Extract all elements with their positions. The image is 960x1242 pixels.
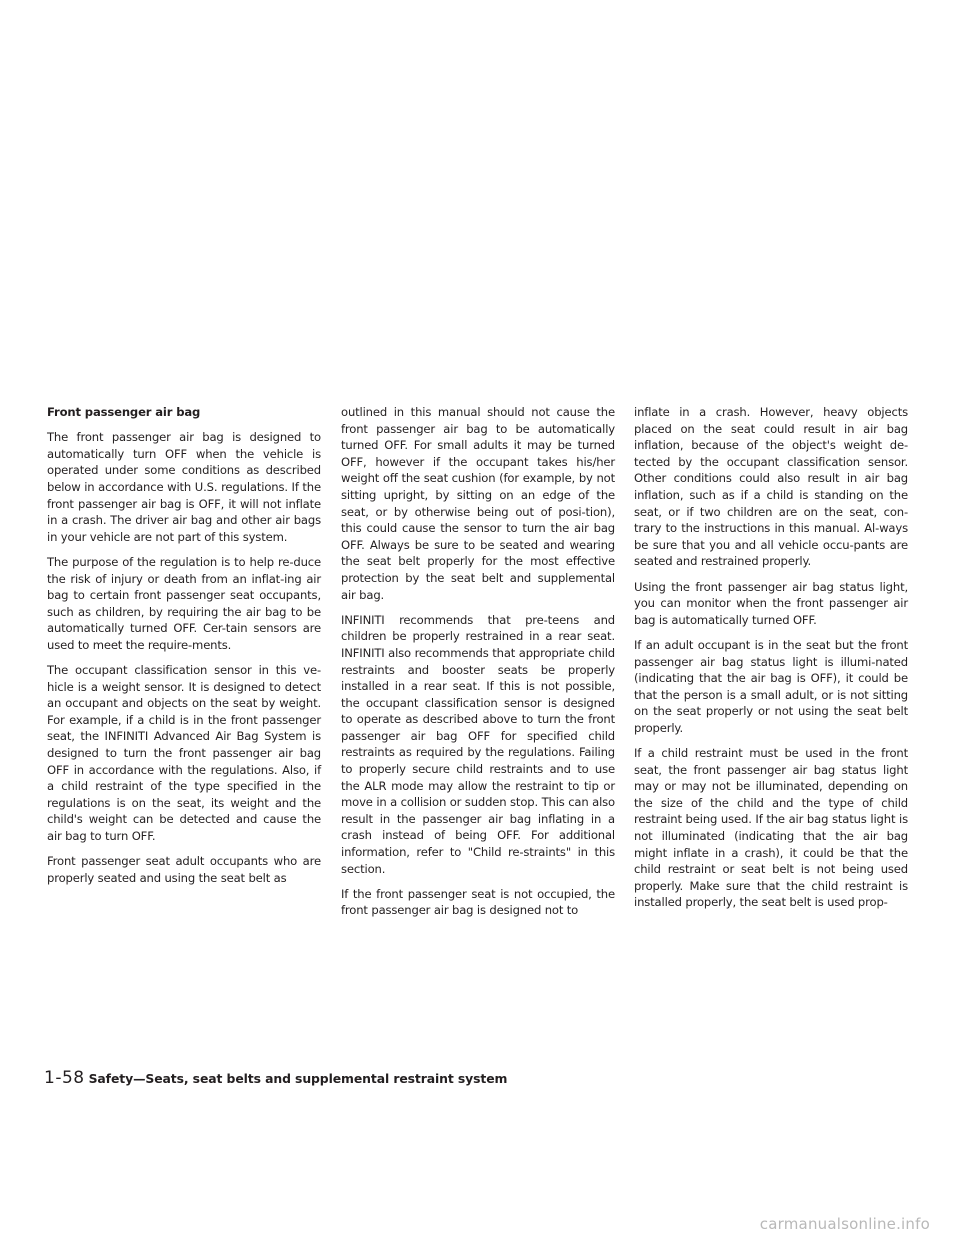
text-column-2 <box>341 404 615 928</box>
paragraph: outlined in this manual should not cause the front passenger air bag to be automatically turned OFF. For small adults it may be turned OFF, however if the occupant takes his/her weight off the seat cushion (for example, by not sitting upright, by sitting on an edge of the seat, or by otherwise being out of posi-tion), this could cause the sensor to turn the air bag OFF. Always be sure to be seated and wearing the seat belt properly for the most effective protection by the seat belt and supplemental air bag. <box>341 405 615 602</box>
paragraph: The occupant classification sensor in this ve-hicle is a weight sensor. It is designed to detect an occupant and objects on the seat by weight. For example, if a child is in the front passenger seat, the INFINITI Advanced Air Bag System is designed to turn the front passenger air bag OFF in accordance with the regulations. Also, if a child restraint of the type specified in the regulations is on the seat, its weight and the child's weight can be detected and cause the air bag to turn OFF. <box>47 663 321 844</box>
paragraph: If the front passenger seat is not occupied, the front passenger air bag is designed not to <box>341 886 615 918</box>
text-column-3 <box>634 404 908 920</box>
watermark: carmanualsonline.info <box>759 1215 930 1233</box>
section-heading: Front passenger air bag <box>47 405 201 419</box>
paragraph: inflate in a crash. However, heavy objects placed on the seat could result in air bag inflation, because of the object's weight de-tected by the occupant classification sensor. Other conditions could also result in air bag inflation, such as if a child is standing on the seat, or if two children are on the seat, con-trary to the instructions in this manual. Al-ways be sure that you and all vehicle occu-pants are seated and restrained properly. <box>634 405 908 569</box>
paragraph: Using the front passenger air bag status light, you can monitor when the front passenger air bag is automatically turned OFF. <box>634 579 908 627</box>
page-footer <box>44 1068 507 1092</box>
text-column-1 <box>47 404 321 895</box>
paragraph: If an adult occupant is in the seat but the front passenger air bag status light is illumi-nated (indicating that the air bag is OFF), it could be that the person is a small adult, or is not sitting on the seat properly or not using the seat belt properly. <box>634 637 908 735</box>
paragraph: INFINITI recommends that pre-teens and children be properly restrained in a rear seat. INFINITI also recommends that appropriate child restraints and booster seats be properly installed in a rear seat. If this is not possible, the occupant classification sensor is designed to operate as described above to turn the front passenger air bag OFF for specified child restraints as required by the regulations. Failing to properly secure child restraints and to use the ALR mode may allow the restraint to tip or move in a collision or sudden stop. This can also result in the passenger air bag inflating in a crash instead of being OFF. For additional information, refer to "Child re-straints" in this section. <box>341 612 615 876</box>
paragraph: The front passenger air bag is designed to automatically turn OFF when the vehicle is operated under some conditions as described below in accordance with U.S. regulations. If the front passenger air bag is OFF, it will not inflate in a crash. The driver air bag and other air bags in your vehicle are not part of this system. <box>47 430 321 544</box>
page-number: 1-58 <box>44 1068 85 1088</box>
chapter-title: Safety—Seats, seat belts and supplemental restraint system <box>88 1071 508 1086</box>
paragraph: Front passenger seat adult occupants who are properly seated and using the seat belt as <box>47 854 321 885</box>
paragraph: If a child restraint must be used in the front seat, the front passenger air bag status light may or may not be illuminated, depending on the size of the child and the type of child restraint being used. If the air bag status light is not illuminated (indicating that the air bag might inflate in a crash), it could be that the child restraint or seat belt is not being used properly. Make sure that the child restraint is installed properly, the seat belt is used prop- <box>634 746 908 910</box>
paragraph: The purpose of the regulation is to help re-duce the risk of injury or death from an inflat-ing air bag to certain front passenger seat occupants, such as children, by requiring the air bag to be automatically turned OFF. Cer-tain sensors are used to meet the require-ments. <box>47 554 321 652</box>
